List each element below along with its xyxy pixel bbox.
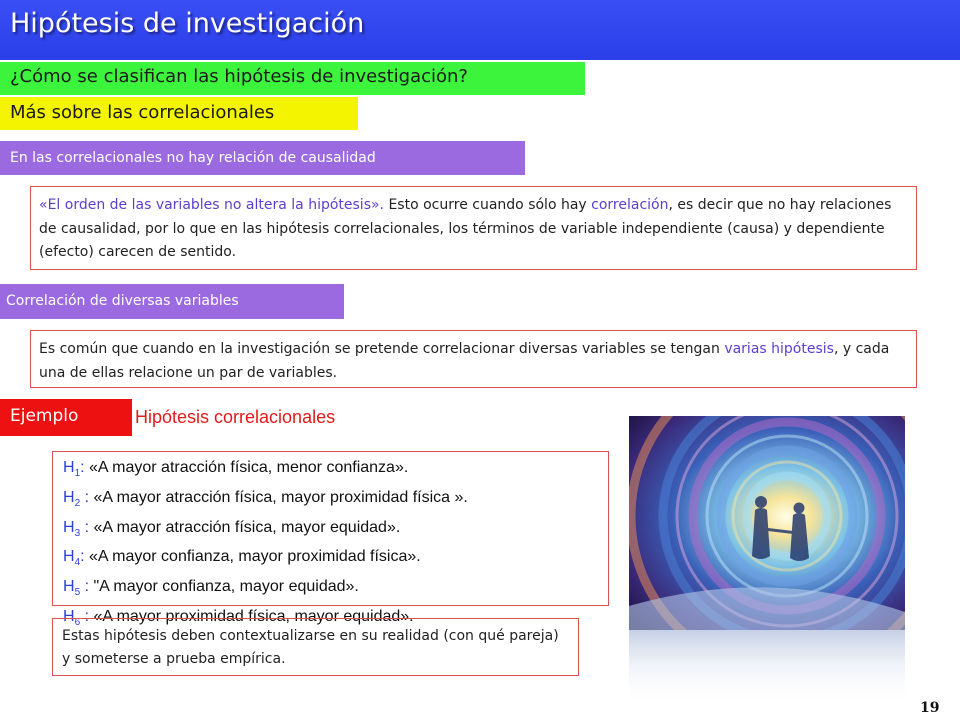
section1-highlight: correlación [591,197,669,213]
hypothesis-text: «A mayor atracción física, mayor equidad». [93,518,401,536]
section1-heading: En las correlacionales no hay relación de causalidad [10,150,376,166]
hypothesis-line [63,486,608,516]
hypothesis-line [63,516,608,546]
hypothesis-line [63,545,608,575]
section2-text-a: Es común que cuando en la investigación se pretende correlacionar diversas variables se tengan [39,341,725,357]
note-textbox: Estas hipótesis deben contextualizarse en su realidad (con qué pareja) y someterse a prueba empírica. [52,618,579,676]
example-label: Ejemplo [10,406,79,426]
hypothesis-label: $H_4$: [63,548,90,569]
hypothesis-label: $H_6$ : [63,607,94,629]
section2-highlight: varias hipótesis [724,341,834,357]
subtitle-text: Más sobre las correlacionales [10,102,275,123]
section1-textbox [30,186,917,270]
hypothesis-label: $H_2$ : [63,488,94,509]
hypothesis-text: "A mayor confianza, mayor equidad». [93,578,359,596]
hypothesis-text: «A mayor atracción física, mayor proximidad física ». [93,488,468,506]
page-number: 19 [920,700,940,716]
hypothesis-line [63,575,608,605]
hypothesis-text: «A mayor confianza, mayor proximidad física». [89,548,421,566]
hypothesis-label: $H_5$ : [63,578,94,599]
section1-quote: «El orden de las variables no altera la hipótesis». [39,197,385,213]
section2-heading: Correlación de diversas variables [6,293,239,309]
section1-text-a: Esto ocurre cuando sólo hay [384,197,592,213]
hypothesis-text: «A mayor atracción física, menor confianza». [89,459,409,476]
couple-painting-reflection [629,630,905,706]
hypothesis-label: $H_1$: [63,459,90,480]
question-text: ¿Cómo se clasifican las hipótesis de investigación? [10,66,468,87]
section1-text-b: , es decir que no hay relaciones de causalidad, por lo que en las hipótesis correlacionales, los términos de variable independiente (causa) y dependiente (efecto) carecen de sentido. [39,197,892,260]
hypotheses-box [52,451,609,629]
hypothesis-label: $H_3$ : [63,518,94,539]
section2-textbox [30,330,917,388]
example-title: Hipótesis correlacionales [135,407,336,427]
hypothesis-text: «A mayor proximidad física, mayor equidad». [93,607,414,625]
hypothesis-line [63,456,608,486]
couple-painting [629,416,905,630]
section2-text-b: , y cada una de ellas relacione un par de variables. [39,341,890,381]
page-title: Hipótesis de investigación [10,8,365,39]
